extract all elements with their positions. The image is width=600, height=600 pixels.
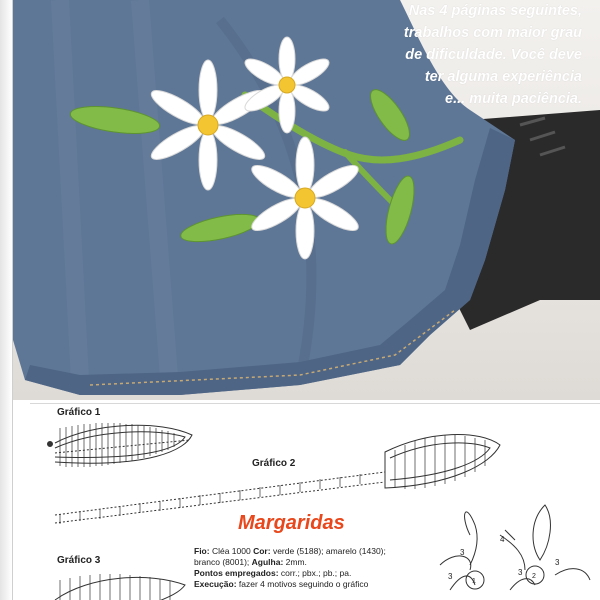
flower-motif-diagram [430,495,600,600]
grafico-1-diagram [48,423,193,467]
intro-line: de dificuldade. Você deve [405,47,582,63]
diagram-number: 3 [555,558,560,567]
pontos-label: Pontos empregados: [194,568,279,578]
grafico-1-label: Gráfico 1 [57,407,101,418]
cor-label: Cor: [253,546,271,556]
cor-value: verde (5188); amarelo (1430); branco (8001) [194,546,386,567]
execucao-label: Execução: [194,579,237,589]
materials-text: Fio: Cléa 1000 Cor: verde (5188); amarelo (1430); branco (8001); Agulha: 2mm. Pontos empregados: corr.; pbx.; pb.; pa. Execução: fazer 4 motivos seguindo o gráfico [194,546,386,589]
fio-label: Fio: [194,546,210,556]
intro-line: trabalhos com maior grau [403,25,582,41]
agulha-value: 2mm. [285,557,307,567]
agulha-label: Agulha: [251,557,284,567]
diagram-number: 3 [448,572,453,581]
grafico-3-label: Gráfico 3 [57,555,101,566]
diagram-number: 3 [460,548,465,557]
diagram-number-4: 4 [500,535,505,544]
intro-line: e... muita paciência. [445,91,582,107]
intro-line: Nas 4 páginas seguintes, [408,3,582,19]
diagram-number: 3 [518,568,523,577]
fio-value: Cléa 1000 [211,546,251,556]
grafico-2-label: Gráfico 2 [252,458,296,469]
diagram-number: 1 [472,578,476,585]
execucao-value: fazer 4 motivos seguindo o gráfico [238,579,369,589]
page-title: Margaridas [238,512,345,534]
pontos-value: corr.; pbx.; pb.; pa. [280,568,352,578]
intro-text [352,0,582,110]
diagram-number: 2 [532,573,536,580]
intro-line: ter alguma experiência [424,69,582,85]
grafico-3-diagram [55,574,185,600]
